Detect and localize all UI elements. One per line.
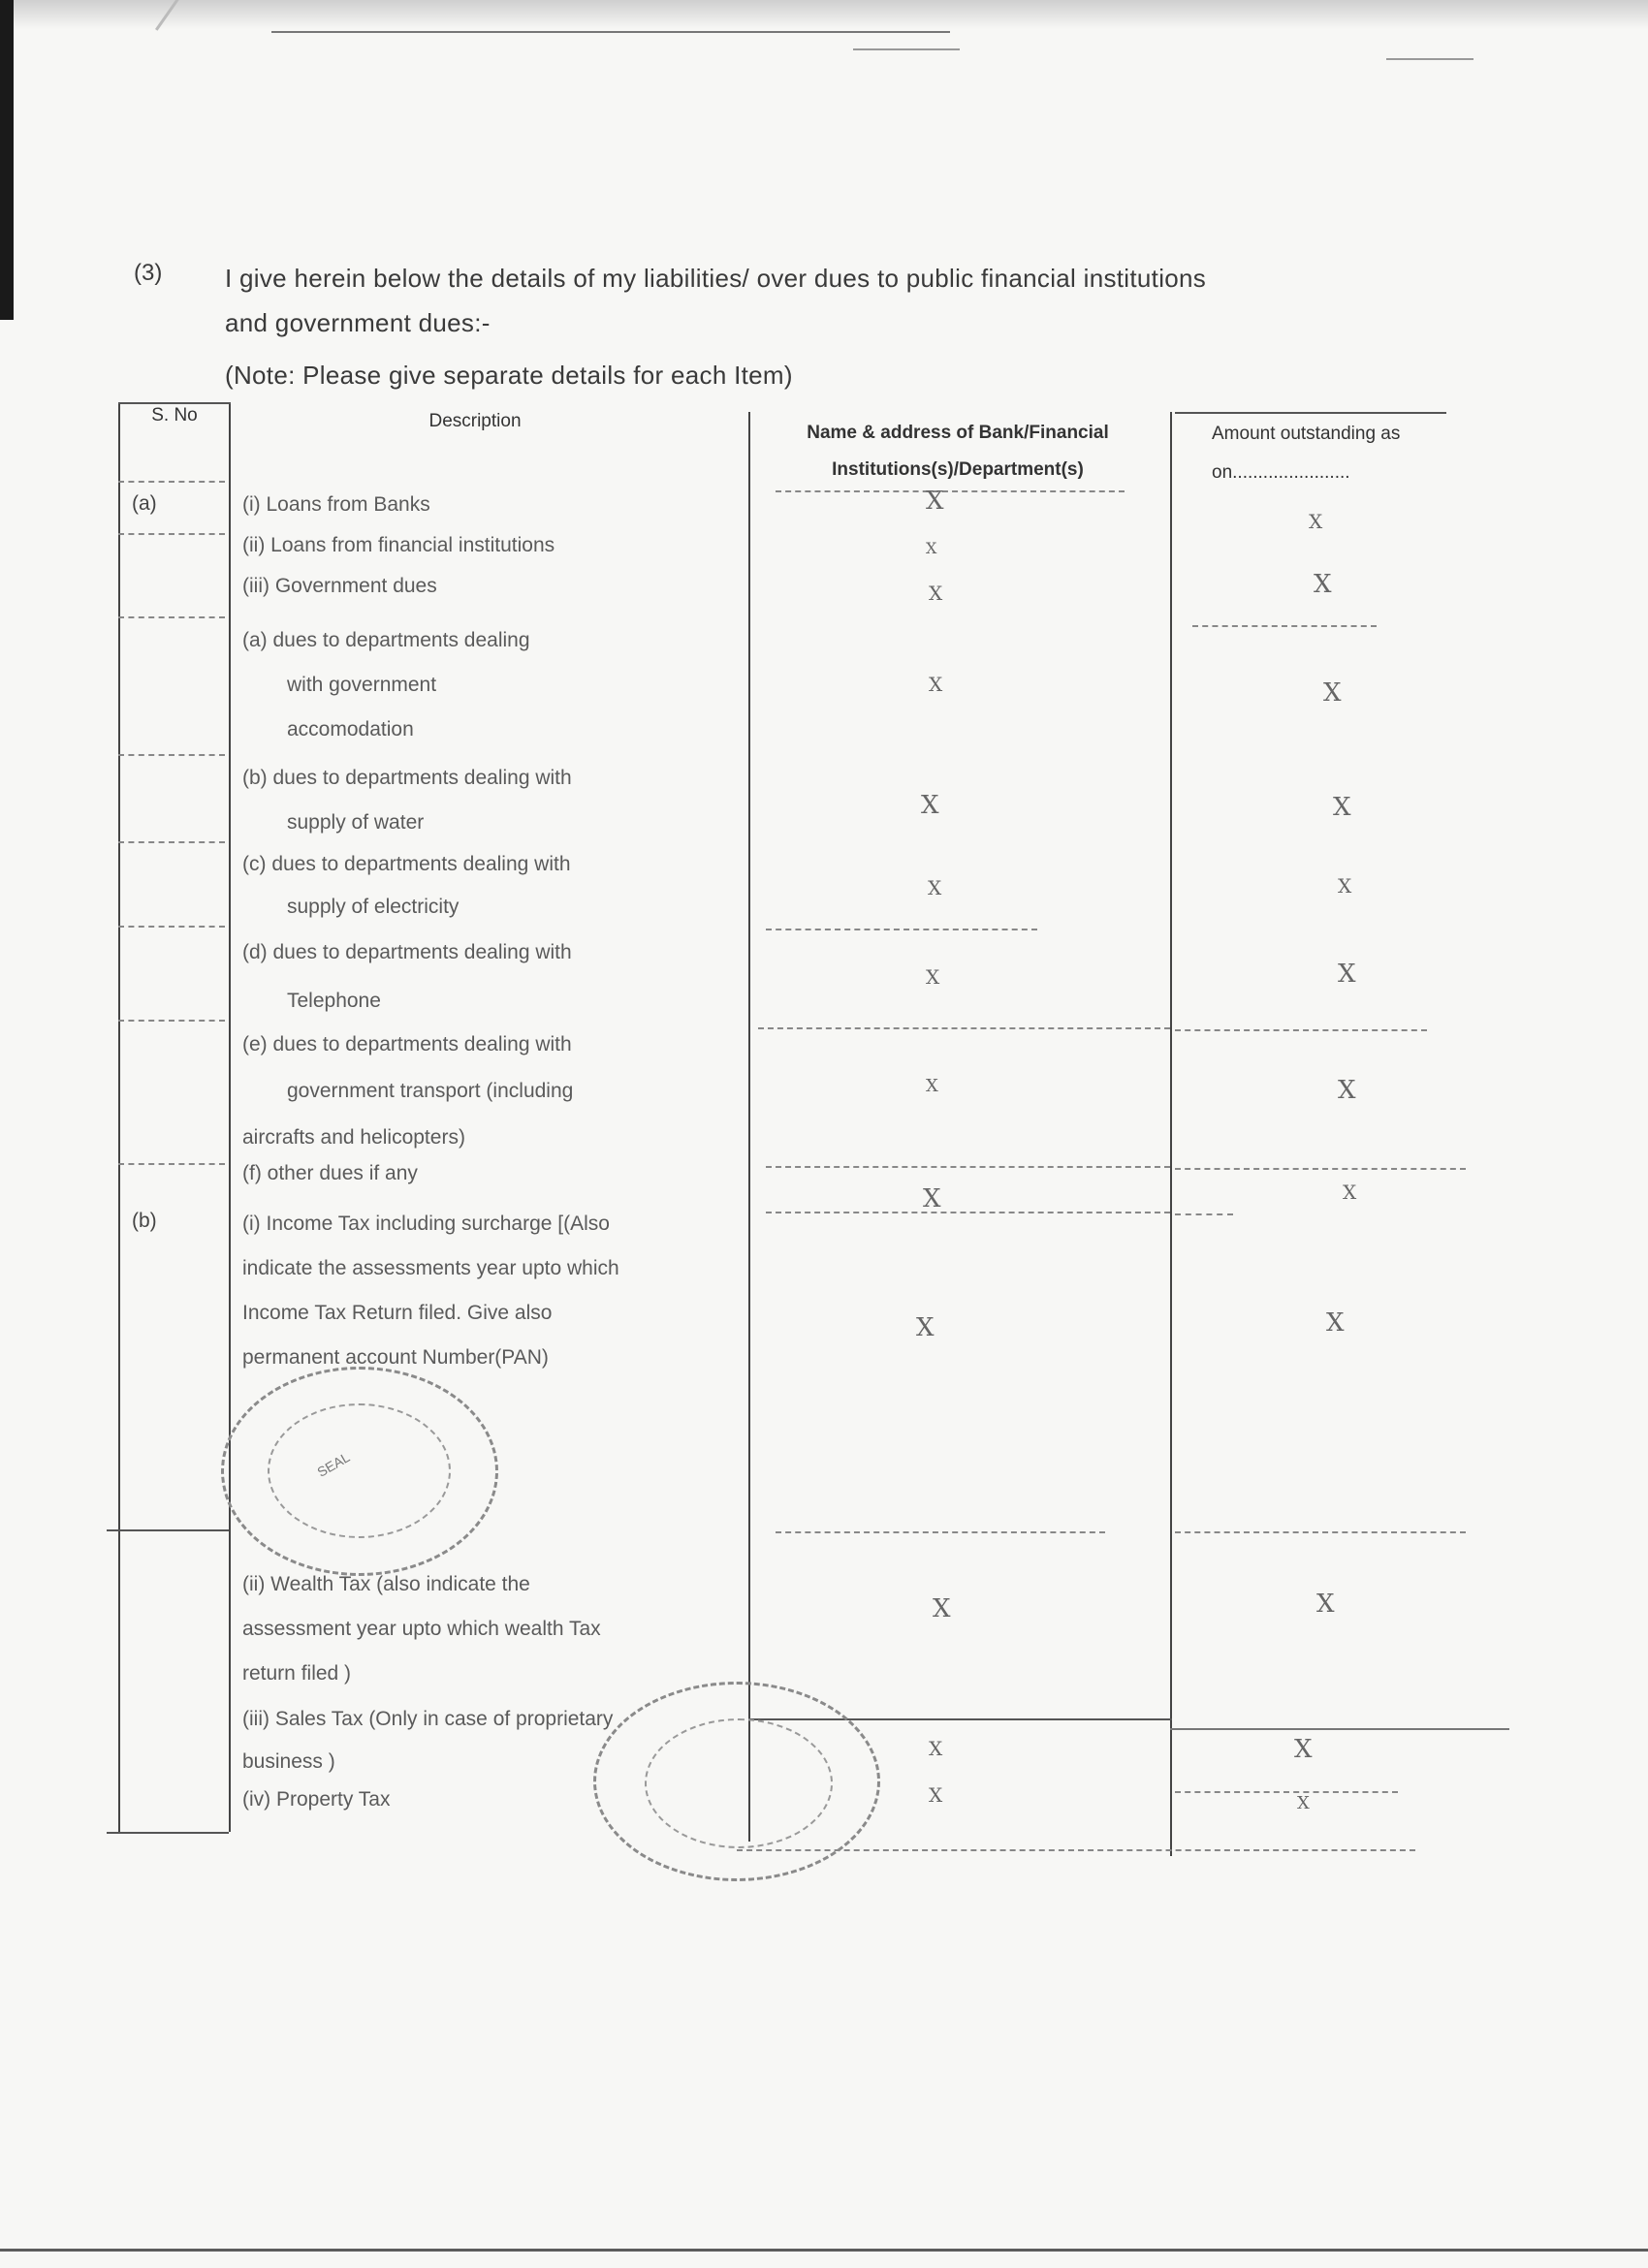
nil-mark: X xyxy=(1338,960,1356,989)
nil-mark: X xyxy=(1343,1181,1357,1204)
row-divider xyxy=(1175,1531,1466,1533)
nil-mark: X xyxy=(1294,1735,1313,1764)
table-divider-bank xyxy=(1170,412,1172,1856)
row-divider xyxy=(118,841,225,843)
header-bank-line-1: Name & address of Bank/Financial xyxy=(807,423,1109,443)
nil-mark: X xyxy=(921,791,939,820)
row-divider xyxy=(118,533,225,535)
nil-mark: X xyxy=(1297,1793,1310,1813)
intro-line-2: and government dues:- xyxy=(225,308,491,337)
nil-mark: X xyxy=(929,1783,943,1807)
row-dues-water: (b) dues to departments dealing with supply of water xyxy=(242,767,572,834)
header-sno: S. No xyxy=(151,405,198,425)
row-wealth-tax: (ii) Wealth Tax (also indicate the assessment year upto which wealth Tax return filed ) xyxy=(242,1573,601,1685)
nil-mark: X xyxy=(926,1076,938,1096)
table-bottom-sno xyxy=(107,1832,229,1834)
row-divider xyxy=(118,616,225,618)
row-sales-tax: (iii) Sales Tax (Only in case of proprietary business ) xyxy=(242,1708,614,1773)
scan-artifact-line xyxy=(853,48,960,50)
nil-mark: X xyxy=(929,673,943,696)
nil-mark: X xyxy=(1338,874,1352,898)
row-loans-fi: (ii) Loans from financial institutions xyxy=(242,534,555,556)
row-divider xyxy=(118,1163,225,1165)
table-divider-desc xyxy=(748,412,750,1842)
stamp-text: SEAL xyxy=(314,1449,353,1480)
row-loans-banks: (i) Loans from Banks xyxy=(242,493,430,516)
row-divider xyxy=(118,754,225,756)
intro-note: (Note: Please give separate details for each Item) xyxy=(225,361,793,390)
scan-artifact-line xyxy=(271,31,950,33)
row-divider xyxy=(766,1212,1170,1213)
nil-mark: X xyxy=(1333,793,1351,822)
nil-mark: X xyxy=(1316,1590,1335,1619)
scan-edge-left xyxy=(0,0,14,320)
row-divider xyxy=(1175,1168,1466,1170)
official-seal-stamp xyxy=(221,1367,498,1576)
table-top-amount xyxy=(1175,412,1446,414)
table-divider-sno xyxy=(229,402,231,1832)
row-property-tax: (iv) Property Tax xyxy=(242,1788,391,1811)
nil-mark: X xyxy=(929,582,943,605)
row-dues-transport: (e) dues to departments dealing with government transport (including aircrafts and helicopters) xyxy=(242,1033,574,1149)
nil-mark: X xyxy=(923,1184,941,1213)
nil-mark: X xyxy=(1314,570,1332,599)
header-bank-line-2: Institutions(s)/Department(s) xyxy=(832,459,1084,480)
row-divider xyxy=(766,1166,1170,1168)
nil-mark: X xyxy=(1338,1076,1356,1105)
scan-shadow-top xyxy=(0,0,1648,29)
row-divider xyxy=(107,1529,229,1531)
nil-mark: X xyxy=(928,876,942,899)
serial-b: (b) xyxy=(132,1210,157,1232)
scan-artifact-line xyxy=(1386,58,1474,60)
header-bank xyxy=(745,415,1171,488)
intro-line-1: I give herein below the details of my liabilities/ over dues to public financial institutions xyxy=(225,264,1207,293)
header-amount-line-1: Amount outstanding as xyxy=(1212,424,1401,444)
nil-mark: X xyxy=(929,1737,943,1760)
row-other-dues: (f) other dues if any xyxy=(242,1162,418,1184)
row-divider xyxy=(776,1531,1105,1533)
row-divider xyxy=(776,490,1125,492)
row-divider xyxy=(1175,1791,1398,1793)
header-description: Description xyxy=(428,411,522,431)
nil-mark: X xyxy=(933,1594,951,1623)
row-divider xyxy=(1175,1029,1427,1031)
header-amount xyxy=(1212,415,1532,492)
row-divider xyxy=(758,1027,1170,1029)
nil-mark: X xyxy=(926,487,944,516)
nil-mark: X xyxy=(926,539,937,557)
table-top-sno xyxy=(118,402,231,404)
scan-edge-bottom xyxy=(0,2249,1648,2252)
row-dues-telephone: (d) dues to departments dealing with Telephone xyxy=(242,941,572,1012)
row-dues-accommodation: (a) dues to departments dealing with government accomodation xyxy=(242,629,530,740)
nil-mark: X xyxy=(1323,678,1342,708)
row-government-dues: (iii) Government dues xyxy=(242,575,437,597)
nil-mark: X xyxy=(916,1313,935,1342)
row-divider xyxy=(1170,1728,1509,1730)
official-seal-stamp-2 xyxy=(593,1682,880,1881)
nil-mark: X xyxy=(926,965,940,989)
row-divider xyxy=(766,929,1037,930)
row-divider xyxy=(118,1020,225,1022)
nil-mark: X xyxy=(1309,510,1323,533)
header-amount-line-2: on....................... xyxy=(1212,462,1350,483)
row-divider xyxy=(1175,1213,1233,1215)
nil-mark: X xyxy=(1326,1308,1345,1338)
serial-a: (a) xyxy=(132,492,157,515)
row-divider xyxy=(118,926,225,928)
row-divider xyxy=(1192,625,1377,627)
paragraph-number: (3) xyxy=(134,260,163,286)
row-income-tax: (i) Income Tax including surcharge [(Also indicate the assessments year upto which Income Tax Return filed. Give also permanent account Number(PAN) xyxy=(242,1213,619,1369)
row-divider xyxy=(118,481,225,483)
row-dues-electricity: (c) dues to departments dealing with supply of electricity xyxy=(242,853,571,918)
